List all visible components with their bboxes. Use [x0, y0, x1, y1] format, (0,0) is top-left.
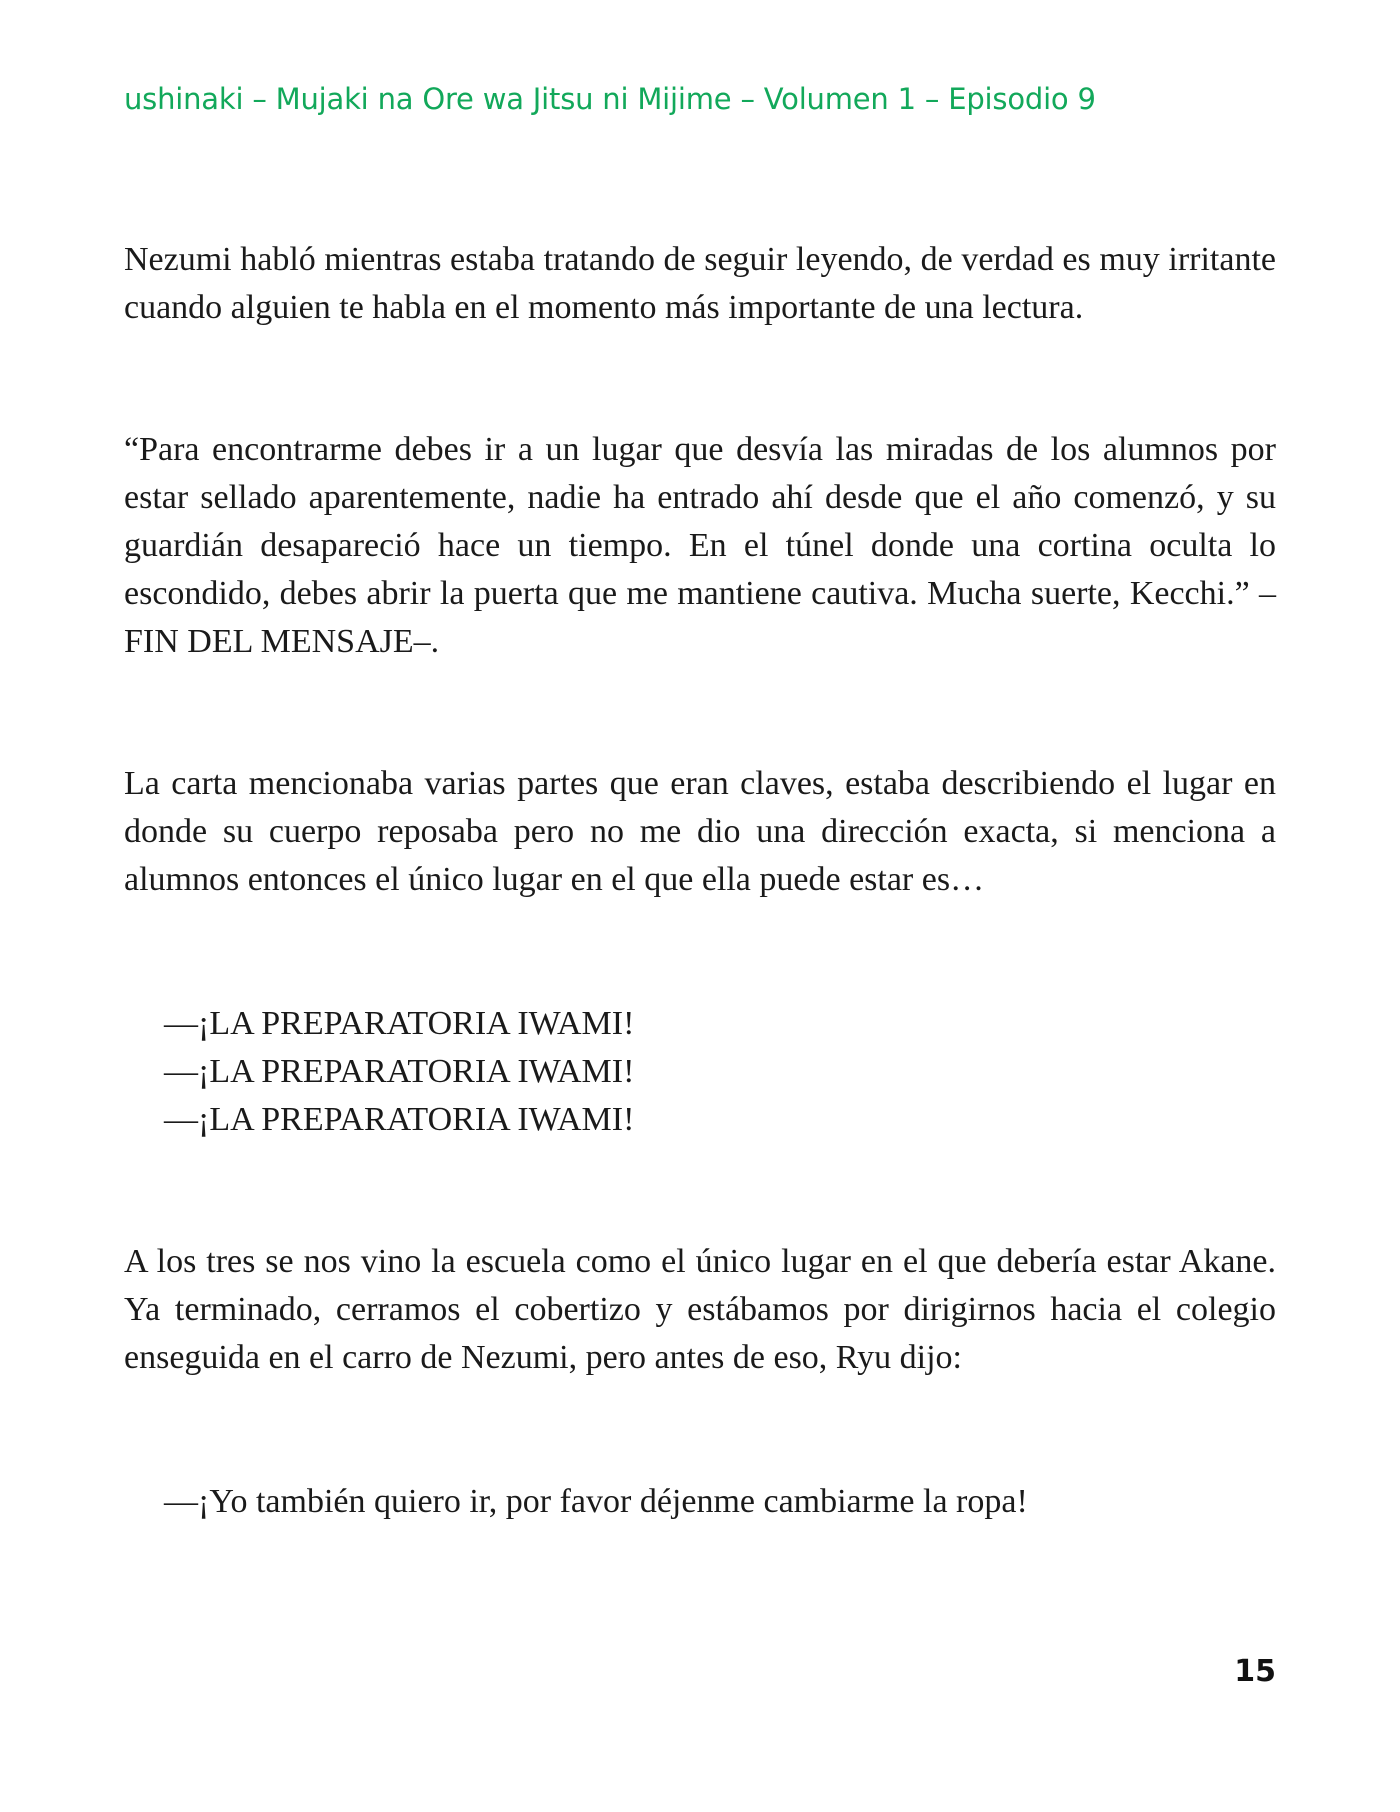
paragraph-3: La carta mencionaba varias partes que eran claves, estaba describiendo el lugar en donde su cuerpo reposaba pero no me dio una dirección exacta, si menciona a alumnos entonces el único lugar en el que ella puede estar es…	[124, 765, 1276, 898]
dialogue-line-3: —¡LA PREPARATORIA IWAMI!	[164, 1101, 635, 1138]
paragraph-4: A los tres se nos vino la escuela como el único lugar en el que debería estar Akane. Ya terminado, cerramos el cobertizo y estábamos por dirigirnos hacia el colegio enseguida en el carro de Nezumi, pero antes de eso, Ryu dijo:	[124, 1243, 1276, 1376]
page-number: 15	[1234, 1654, 1276, 1689]
paragraph-2: “Para encontrarme debes ir a un lugar que desvía las miradas de los alumnos por estar sellado aparentemente, nadie ha entrado ahí desde que el año comenzó, y su guardián desapareció hace un tiempo. En el túnel donde una cortina oculta lo escondido, debes abrir la puerta que me mantiene cautiva. Mucha suerte, Kecchi.” –FIN DEL MENSAJE–.	[124, 431, 1276, 660]
paragraph-1: Nezumi habló mientras estaba tratando de seguir leyendo, de verdad es muy irritante cuando alguien te habla en el momento más importante de una lectura.	[124, 241, 1276, 326]
dialogue-line-1: —¡LA PREPARATORIA IWAMI!	[164, 1005, 635, 1042]
running-header: ushinaki – Mujaki na Ore wa Jitsu ni Mijime – Volumen 1 – Episodio 9	[124, 82, 1096, 116]
dialogue-line-2: —¡LA PREPARATORIA IWAMI!	[164, 1053, 635, 1090]
dialogue-line-4: —¡Yo también quiero ir, por favor déjenme cambiarme la ropa!	[164, 1483, 1028, 1520]
